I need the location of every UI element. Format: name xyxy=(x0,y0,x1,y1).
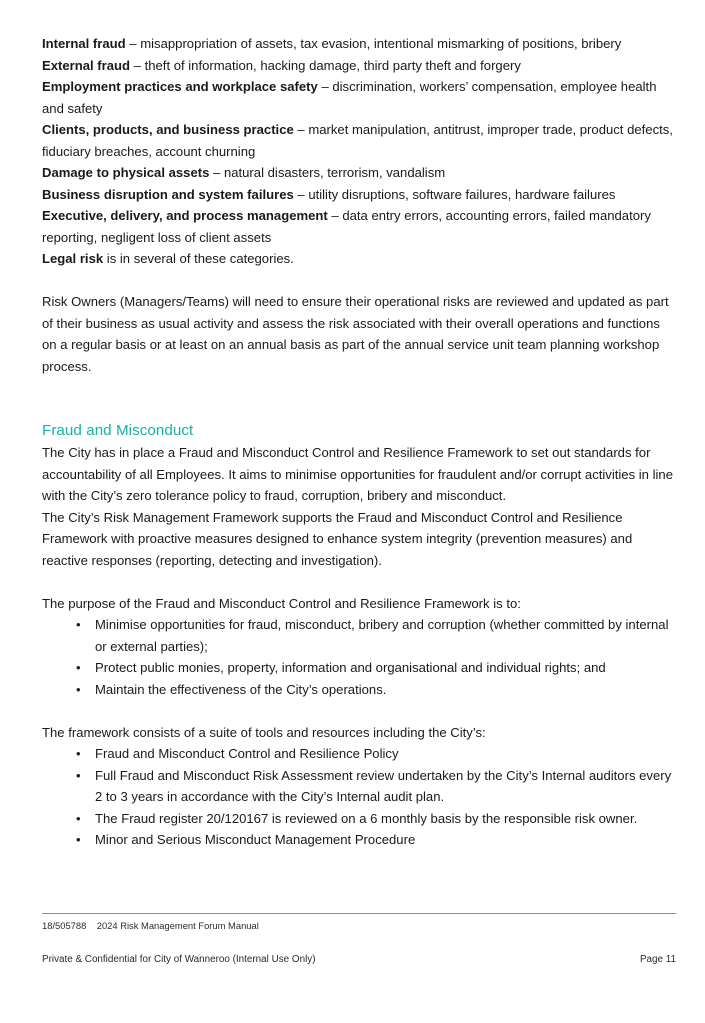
risk-category-description: – market manipulation, antitrust, improper trade, product defects, fiduciary breaches, account churning xyxy=(42,122,673,159)
paragraph-spacer xyxy=(42,270,676,292)
risk-category-description: is in several of these categories. xyxy=(103,251,294,266)
risk-category-item xyxy=(42,76,676,119)
risk-category-term: Employment practices and workplace safety xyxy=(42,79,318,94)
risk-category-list xyxy=(42,33,676,270)
list-item-label: Full Fraud and Misconduct Risk Assessment review undertaken by the City’s Internal auditors every 2 to 3 years in accordance with the City’s Internal audit plan. xyxy=(95,767,672,804)
list-item xyxy=(42,679,676,701)
risk-owners-paragraph: Risk Owners (Managers/Teams) will need to ensure their operational risks are reviewed and updated as part of their business as usual activity and assess the risk associated with their overall operations and functions on a regular basis or at least on an annual basis as part of the annual service unit team planning workshop process. xyxy=(42,294,669,374)
list-item-label: The Fraud register 20/120167 is reviewed on a 6 monthly basis by the responsible risk owner. xyxy=(95,810,638,826)
page-number: Page 11 xyxy=(639,954,676,965)
risk-category-item xyxy=(42,33,676,55)
risk-category-item xyxy=(42,248,676,270)
risk-category-item xyxy=(42,162,676,184)
list-item xyxy=(42,743,676,765)
risk-category-term: Legal risk xyxy=(42,251,104,266)
risk-category-term: Executive, delivery, and process management xyxy=(42,208,328,223)
framework-intro: The framework consists of a suite of tools and resources including the City’s: xyxy=(42,724,486,740)
risk-category-item xyxy=(42,205,676,248)
purpose-bullet-list xyxy=(42,614,676,700)
risk-category-description: – discrimination, workers’ compensation, employee health and safety xyxy=(42,79,657,116)
list-item-label: Minimise opportunities for fraud, misconduct, bribery and corruption (whether committed by internal or external parties); xyxy=(95,617,669,654)
paragraph-spacer xyxy=(42,571,676,593)
list-item xyxy=(42,808,676,830)
section-heading-fraud-and-misconduct: Fraud and Misconduct xyxy=(42,422,194,439)
bullet-icon: • xyxy=(76,832,81,847)
list-item xyxy=(42,657,676,679)
bullet-icon: • xyxy=(76,810,81,826)
purpose-intro: The purpose of the Fraud and Misconduct Control and Resilience Framework is to: xyxy=(42,595,521,611)
risk-category-description: – natural disasters, terrorism, vandalism xyxy=(209,165,446,180)
paragraph-spacer xyxy=(42,700,676,722)
fraud-paragraph-2: The City’s Risk Management Framework supports the Fraud and Misconduct Control and Resilience Framework with proactive measures designed to enhance system integrity (prevention measures) and reactive responses (reporting, detecting and investigation). xyxy=(42,509,633,568)
risk-category-description: – data entry errors, accounting errors, failed mandatory reporting, negligent loss of client assets xyxy=(42,208,651,245)
framework-bullet-list xyxy=(42,743,676,851)
list-item-label: Maintain the effectiveness of the City’s operations. xyxy=(95,681,387,697)
footer xyxy=(42,953,676,967)
footer-document-reference: 18/505788 2024 Risk Management Forum Manual xyxy=(42,920,259,931)
list-item xyxy=(42,829,676,851)
bullet-icon: • xyxy=(76,617,81,632)
risk-category-description: – theft of information, hacking damage, third party theft and forgery xyxy=(130,57,521,73)
risk-category-term: External fraud xyxy=(42,57,131,73)
list-item xyxy=(42,614,676,657)
risk-category-description: – utility disruptions, software failures, hardware failures xyxy=(293,186,616,202)
fraud-paragraph-1: The City has in place a Fraud and Misconduct Control and Resilience Framework to set out standards for accountability of all Employees. It aims to minimise opportunities for fraudulent and/or corrupt activities in line with the City’s zero tolerance policy to fraud, corruption, bribery and misconduct. xyxy=(42,445,673,503)
bullet-icon: • xyxy=(76,660,81,675)
bullet-icon: • xyxy=(76,767,81,783)
list-item-label: Fraud and Misconduct Control and Resilience Policy xyxy=(95,746,399,761)
paragraph-spacer xyxy=(42,399,676,421)
bullet-icon: • xyxy=(76,681,81,697)
risk-category-description: – misappropriation of assets, tax evasion, intentional mismarking of positions, bribery xyxy=(125,36,622,51)
footer-divider xyxy=(42,913,676,914)
risk-category-item xyxy=(42,184,676,206)
list-item-label: Minor and Serious Misconduct Management Procedure xyxy=(95,832,416,847)
paragraph-spacer xyxy=(42,377,676,399)
risk-category-item xyxy=(42,55,676,77)
list-item-label: Protect public monies, property, information and organisational and individual rights; and xyxy=(95,660,606,675)
risk-category-term: Damage to physical assets xyxy=(42,165,210,180)
list-item xyxy=(42,765,676,808)
risk-category-term: Clients, products, and business practice xyxy=(42,122,294,137)
risk-category-term: Internal fraud xyxy=(42,36,126,51)
bullet-icon: • xyxy=(76,746,81,761)
footer-confidentiality-notice: Private & Confidential for City of Wanneroo (Internal Use Only) xyxy=(42,954,316,965)
risk-category-term: Business disruption and system failures xyxy=(42,186,294,202)
page-content xyxy=(42,33,676,851)
risk-category-item xyxy=(42,119,676,162)
